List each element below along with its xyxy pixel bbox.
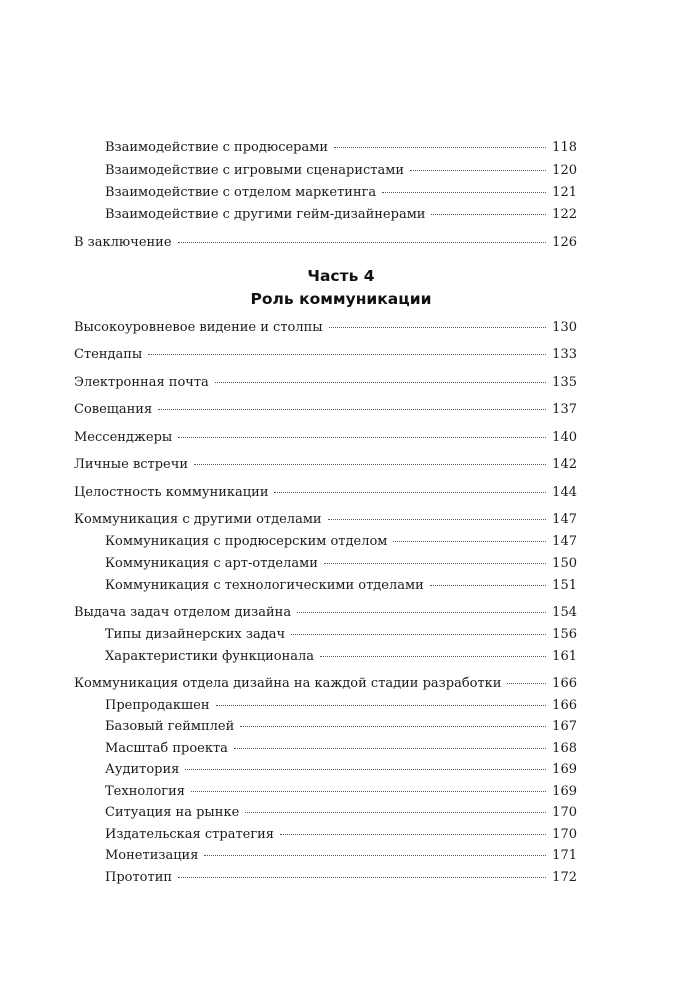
toc-entry bbox=[105, 719, 577, 735]
toc-entry-page: 170 bbox=[552, 827, 577, 842]
toc-entry bbox=[105, 698, 577, 714]
toc-entry bbox=[74, 512, 577, 528]
toc-entry-title: Монетизация bbox=[105, 848, 199, 863]
toc-entry bbox=[105, 578, 577, 594]
dot-leader bbox=[216, 705, 547, 706]
toc-entry-title: В заключение bbox=[74, 235, 172, 250]
toc-entry-title: Высокоуровневое видение и столпы bbox=[74, 320, 323, 335]
toc-entry bbox=[105, 741, 577, 757]
toc-entry-page: 166 bbox=[552, 698, 577, 713]
toc-entry bbox=[74, 605, 577, 621]
toc-entry-title: Базовый геймплей bbox=[105, 719, 235, 734]
toc-entry-page: 151 bbox=[552, 578, 577, 593]
dot-leader bbox=[274, 492, 546, 493]
toc-entry-title: Коммуникация с технологическими отделами bbox=[105, 578, 424, 593]
toc-entry-title: Характеристики функционала bbox=[105, 649, 315, 664]
toc-entry bbox=[105, 207, 577, 223]
dot-leader bbox=[329, 327, 547, 328]
toc-entry bbox=[105, 627, 577, 643]
toc-entry-page: 118 bbox=[552, 140, 577, 155]
toc-entry-title: Технология bbox=[105, 784, 185, 799]
toc-entry-page: 122 bbox=[552, 207, 577, 222]
toc-entry-title: Масштаб проекта bbox=[105, 741, 228, 756]
dot-leader bbox=[291, 634, 546, 635]
dot-leader bbox=[204, 855, 546, 856]
toc-entry-page: 120 bbox=[552, 163, 577, 178]
toc-entry-page: 169 bbox=[552, 784, 577, 799]
toc-entry-title: Коммуникация с арт-отделами bbox=[105, 556, 318, 571]
toc-entry bbox=[105, 870, 577, 886]
toc-entry-page: 161 bbox=[552, 649, 577, 664]
toc-entry-page: 140 bbox=[552, 430, 577, 445]
toc-entry bbox=[105, 848, 577, 864]
toc-entry-title: Личные встречи bbox=[74, 457, 189, 472]
toc-entry bbox=[105, 784, 577, 800]
toc-entry-page: 121 bbox=[552, 185, 577, 200]
toc-entry-page: 170 bbox=[552, 805, 577, 820]
toc-entry-page: 169 bbox=[552, 762, 577, 777]
dot-leader bbox=[178, 877, 546, 878]
dot-leader bbox=[324, 563, 546, 564]
dot-leader bbox=[320, 656, 546, 657]
dot-leader bbox=[328, 519, 547, 520]
toc-entry bbox=[74, 485, 577, 501]
toc-entry-title: Типы дизайнерских задач bbox=[105, 627, 286, 642]
dot-leader bbox=[382, 192, 546, 193]
dot-leader bbox=[194, 464, 546, 465]
toc-entry-title: Аудитория bbox=[105, 762, 180, 777]
toc-entry-page: 130 bbox=[552, 320, 577, 335]
toc-entry-title: Электронная почта bbox=[74, 375, 209, 390]
toc-entry-page: 142 bbox=[552, 457, 577, 472]
dot-leader bbox=[334, 147, 546, 148]
toc-entry-page: 167 bbox=[552, 719, 577, 734]
toc-entry bbox=[105, 805, 577, 821]
dot-leader bbox=[240, 726, 546, 727]
dot-leader bbox=[191, 791, 546, 792]
dot-leader bbox=[158, 409, 546, 410]
dot-leader bbox=[178, 437, 546, 438]
toc-entry-title: Коммуникация отдела дизайна на каждой стадии разработки bbox=[74, 676, 502, 691]
dot-leader bbox=[280, 834, 546, 835]
dot-leader bbox=[148, 354, 546, 355]
toc-entry-page: 133 bbox=[552, 347, 577, 362]
dot-leader bbox=[215, 382, 546, 383]
toc-entry-page: 172 bbox=[552, 870, 577, 885]
toc-entry bbox=[74, 402, 577, 418]
toc-entry-page: 147 bbox=[552, 512, 577, 527]
toc-entry-page: 150 bbox=[552, 556, 577, 571]
toc-entry-page: 135 bbox=[552, 375, 577, 390]
toc-entry-title: Взаимодействие с другими гейм-дизайнерами bbox=[105, 207, 426, 222]
toc-entry-page: 147 bbox=[552, 534, 577, 549]
toc-entry-title: Стендапы bbox=[74, 347, 143, 362]
dot-leader bbox=[507, 683, 546, 684]
toc-entry-title: Совещания bbox=[74, 402, 153, 417]
toc-entry-title: Коммуникация с другими отделами bbox=[74, 512, 322, 527]
toc-entry-title: Мессенджеры bbox=[74, 430, 173, 445]
toc-entry-page: 156 bbox=[552, 627, 577, 642]
toc-entry-title: Ситуация на рынке bbox=[105, 805, 240, 820]
toc-entry-title: Целостность коммуникации bbox=[74, 485, 269, 500]
toc-entry bbox=[74, 235, 577, 251]
dot-leader bbox=[297, 612, 546, 613]
dot-leader bbox=[410, 170, 546, 171]
dot-leader bbox=[431, 214, 546, 215]
toc-entry-title: Издательская стратегия bbox=[105, 827, 274, 842]
dot-leader bbox=[245, 812, 546, 813]
toc-entry bbox=[105, 649, 577, 665]
part-number: Часть 4 bbox=[307, 267, 375, 285]
toc-entry bbox=[74, 375, 577, 391]
toc-entry bbox=[74, 457, 577, 473]
toc-entry-page: 171 bbox=[552, 848, 577, 863]
toc-entry bbox=[105, 534, 577, 550]
dot-leader bbox=[430, 585, 546, 586]
toc-entry bbox=[74, 430, 577, 446]
toc-entry-page: 168 bbox=[552, 741, 577, 756]
part-title: Роль коммуникации bbox=[250, 290, 432, 308]
toc-entry-page: 154 bbox=[552, 605, 577, 620]
toc-entry-page: 126 bbox=[552, 235, 577, 250]
toc-entry-title: Взаимодействие с продюсерами bbox=[105, 140, 329, 155]
toc-entry-title: Коммуникация с продюсерским отделом bbox=[105, 534, 388, 549]
toc-entry bbox=[74, 676, 577, 692]
dot-leader bbox=[178, 242, 547, 243]
toc-entry-title: Взаимодействие с отделом маркетинга bbox=[105, 185, 377, 200]
toc-entry-title: Выдача задач отделом дизайна bbox=[74, 605, 292, 620]
toc-entry bbox=[105, 185, 577, 201]
toc-entry-title: Прототип bbox=[105, 870, 173, 885]
toc-entry bbox=[105, 762, 577, 778]
toc-entry-title: Взаимодействие с игровыми сценаристами bbox=[105, 163, 404, 178]
toc-entry bbox=[74, 320, 577, 336]
toc-entry-page: 166 bbox=[552, 676, 577, 691]
toc-entry bbox=[74, 347, 577, 363]
toc-entry-title: Препродакшен bbox=[105, 698, 210, 713]
toc-entry-page: 137 bbox=[552, 402, 577, 417]
toc-entry bbox=[105, 556, 577, 572]
toc-entry-page: 144 bbox=[552, 485, 577, 500]
dot-leader bbox=[185, 769, 546, 770]
toc-entry bbox=[105, 140, 577, 156]
dot-leader bbox=[234, 748, 546, 749]
toc-entry bbox=[105, 163, 577, 179]
toc-entry bbox=[105, 827, 577, 843]
dot-leader bbox=[393, 541, 546, 542]
